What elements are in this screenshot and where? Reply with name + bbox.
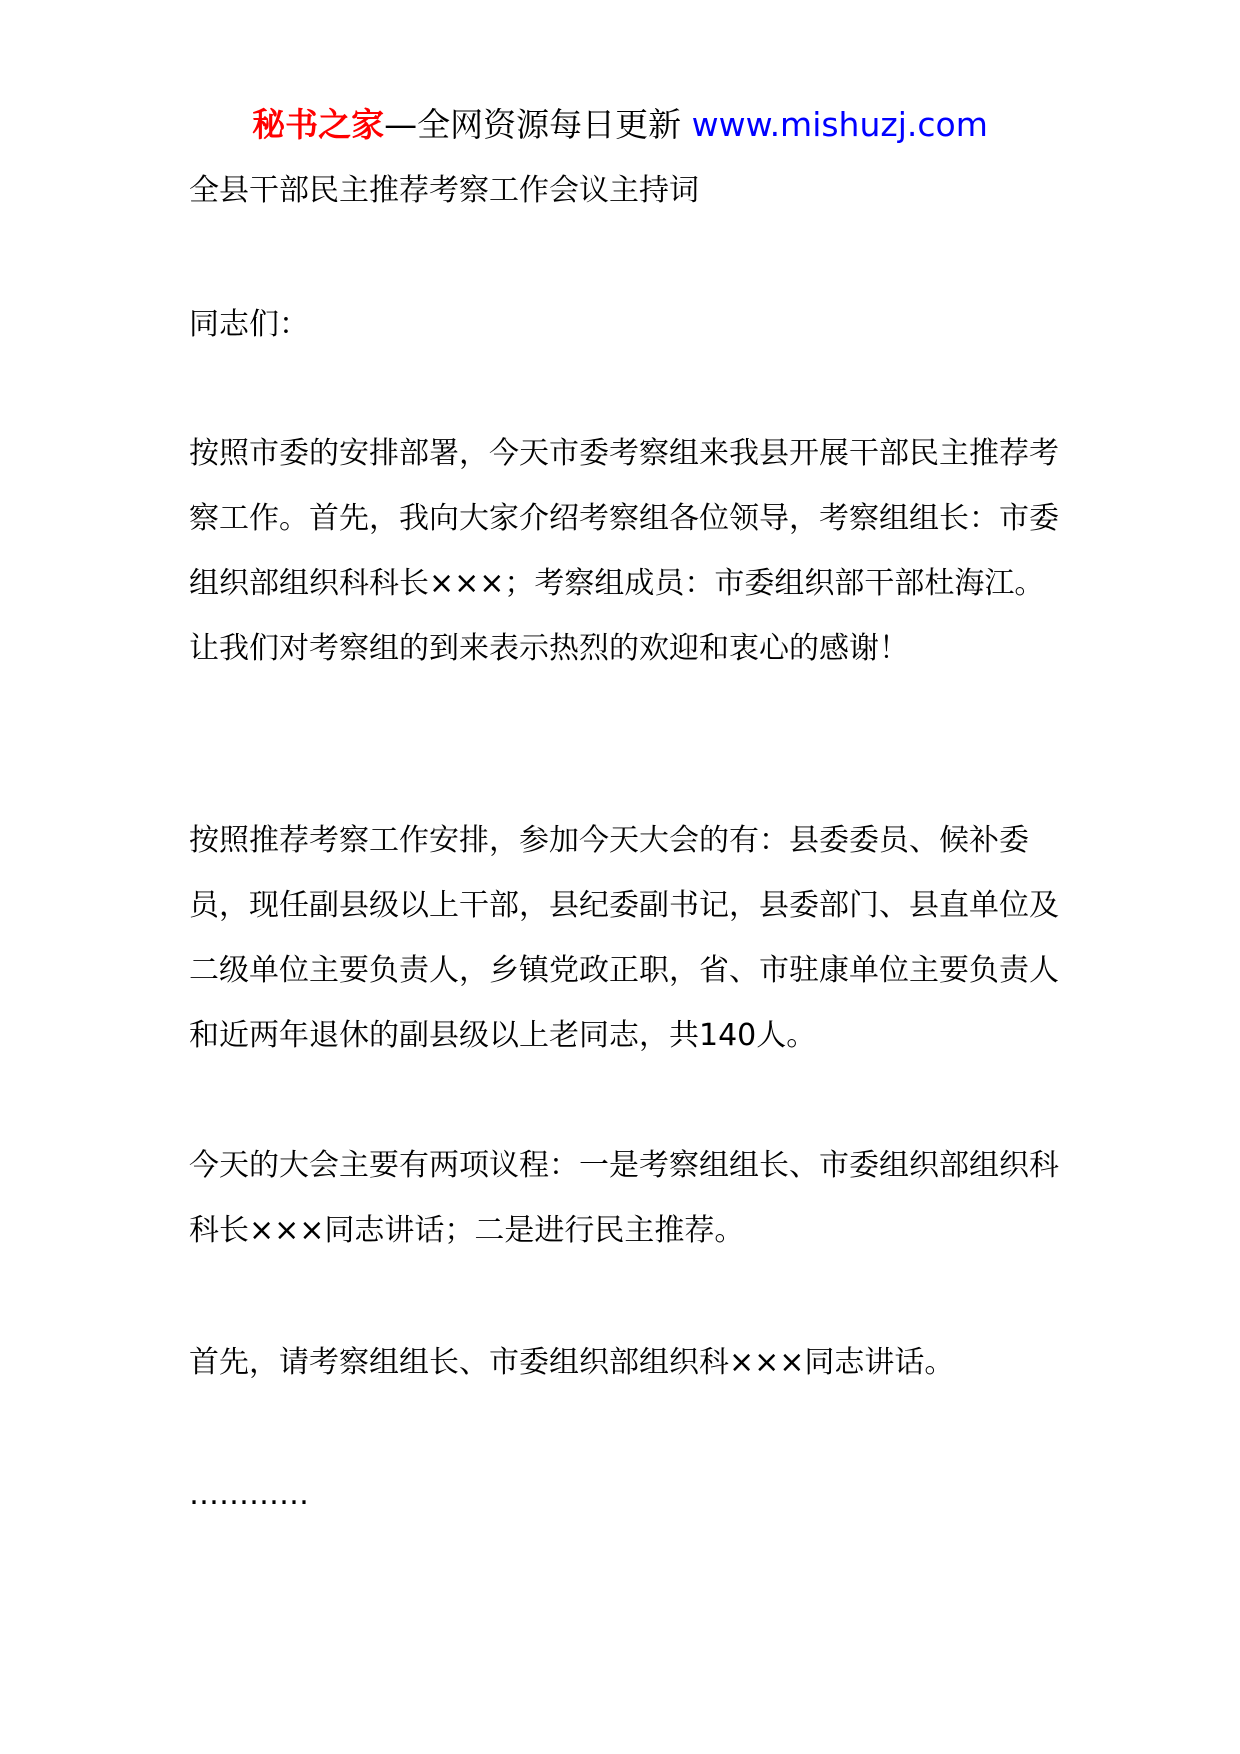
paragraph-first-speaker: 首先，请考察组组长、市委组织部组织科×××同志讲话。 xyxy=(189,1345,955,1380)
paragraph-attendees: 按照推荐考察工作安排，参加今天大会的有：县委委员、候补委员，现任副县级以上干部，县纪委副书记，县委部门、县直单位及二级单位主要负责人，乡镇党政正职，省、市驻康单位主要负责人和近两年退休的副县级以上老同志，共140人。 xyxy=(189,823,1059,1053)
site-url-link[interactable]: www.mishuzj.com xyxy=(691,105,988,144)
greeting: 同志们： xyxy=(189,307,309,342)
header-tagline: —全网资源每日更新 xyxy=(384,105,692,144)
brand-name: 秘书之家 xyxy=(252,105,385,144)
paragraph-agenda: 今天的大会主要有两项议程：一是考察组组长、市委组织部组织科科长×××同志讲话；二是进行民主推荐。 xyxy=(189,1148,1059,1248)
document-title: 全县干部民主推荐考察工作会议主持词 xyxy=(189,173,699,208)
site-header xyxy=(0,100,1240,150)
paragraph-introduction: 按照市委的安排部署，今天市委考察组来我县开展干部民主推荐考察工作。首先，我向大家介绍考察组各位领导，考察组组长：市委组织部组织科科长×××；考察组成员：市委组织部干部杜海江。让我们对考察组的到来表示热烈的欢迎和衷心的感谢！ xyxy=(189,436,1059,666)
ellipsis: ………… xyxy=(189,1477,309,1512)
